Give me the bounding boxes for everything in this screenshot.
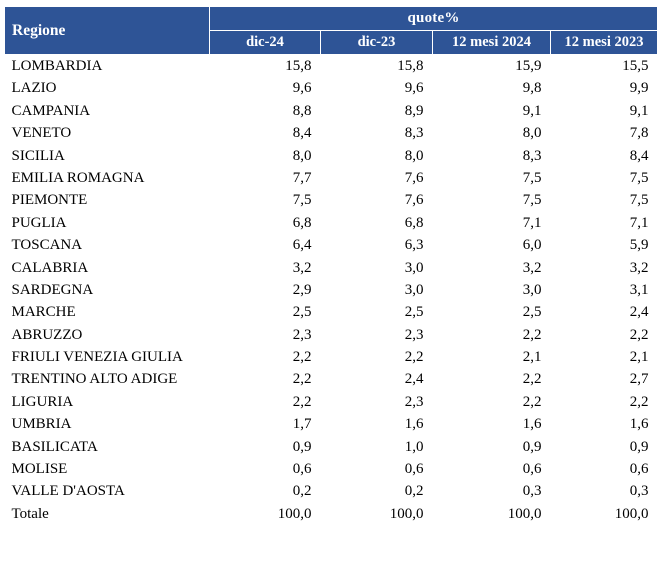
cell-value: 2,2 [629, 393, 649, 410]
cell-value: 15,9 [515, 58, 542, 74]
cell-value: 7,6 [404, 192, 424, 209]
table-head [5, 7, 658, 55]
column-header-region: Regione [5, 7, 210, 55]
cell-value: 3,2 [522, 259, 542, 276]
cell-value: 0,2 [404, 483, 424, 500]
cell-region: PUGLIA [11, 214, 67, 231]
column-header-12-mesi-2023: 12 mesi 2023 [551, 31, 658, 55]
cell-value: 0,6 [292, 461, 312, 478]
cell-value: 8,3 [522, 147, 542, 164]
cell-value: 1,0 [404, 438, 424, 455]
table-row [5, 167, 658, 189]
cell-value: 8,4 [629, 147, 649, 164]
cell-value: 0,9 [292, 438, 312, 455]
table-row [5, 234, 658, 256]
cell-value: 7,1 [629, 214, 649, 231]
cell-value: 2,9 [292, 281, 312, 298]
cell-value: 2,1 [522, 349, 542, 366]
cell-value: 9,6 [404, 80, 424, 97]
table-row [5, 413, 658, 435]
cell-value: 7,1 [522, 214, 542, 231]
cell-region: UMBRIA [11, 416, 72, 433]
cell-value: 2,3 [292, 326, 312, 343]
table-row [5, 122, 658, 144]
table-row [5, 391, 658, 413]
cell-value: 2,5 [292, 304, 312, 321]
cell-value: 7,5 [522, 169, 542, 186]
cell-region: VALLE D'AOSTA [11, 483, 125, 500]
cell-value: 2,4 [404, 371, 424, 388]
cell-region: Totale [11, 505, 49, 522]
cell-region: MOLISE [11, 461, 68, 478]
cell-value: 3,0 [404, 259, 424, 276]
table-row [5, 77, 658, 99]
cell-value: 2,2 [522, 371, 542, 388]
table-row [5, 458, 658, 480]
cell-value: 6,8 [292, 214, 312, 231]
cell-value: 2,4 [629, 304, 649, 321]
cell-region: LIGURIA [11, 393, 74, 410]
cell-region: CALABRIA [11, 259, 89, 276]
cell-value: 15,8 [285, 58, 312, 74]
cell-value: 3,2 [629, 259, 649, 276]
cell-value: 2,3 [404, 393, 424, 410]
cell-value: 2,1 [629, 349, 649, 366]
cell-value: 2,2 [292, 371, 312, 388]
cell-value: 2,2 [292, 393, 312, 410]
cell-value: 6,4 [292, 237, 312, 254]
table-row [5, 480, 658, 502]
cell-value: 1,7 [292, 416, 312, 433]
cell-region: BASILICATA [11, 438, 98, 455]
column-header-12-mesi-2024: 12 mesi 2024 [433, 31, 551, 55]
cell-value: 3,1 [629, 281, 649, 298]
cell-value: 7,6 [404, 169, 424, 186]
cell-value: 2,2 [629, 326, 649, 343]
cell-region: VENETO [11, 125, 72, 142]
table-row [5, 324, 658, 346]
cell-value: 7,5 [292, 192, 312, 209]
cell-value: 7,5 [522, 192, 542, 209]
column-header-dic-23: dic-23 [321, 31, 433, 55]
cell-value: 6,0 [522, 237, 542, 254]
table-body [5, 55, 658, 526]
cell-value: 7,5 [629, 169, 649, 186]
cell-value: 0,9 [522, 438, 542, 455]
table-row [5, 503, 658, 525]
cell-value: 8,0 [404, 147, 424, 164]
table-row [5, 436, 658, 458]
table-row [5, 301, 658, 323]
cell-value: 9,6 [292, 80, 312, 97]
cell-value: 0,6 [522, 461, 542, 478]
cell-value: 15,5 [622, 58, 649, 74]
cell-region: SICILIA [11, 147, 65, 164]
cell-value: 3,0 [522, 281, 542, 298]
cell-value: 6,3 [404, 237, 424, 254]
table-row [5, 257, 658, 279]
cell-region: MARCHE [11, 304, 76, 321]
cell-value: 2,3 [404, 326, 424, 343]
cell-value: 100,0 [277, 505, 312, 522]
cell-value: 100,0 [614, 505, 649, 522]
column-header-group-quote: quote% [210, 7, 658, 31]
table-row [5, 346, 658, 368]
cell-value: 8,3 [404, 125, 424, 142]
table-row [5, 145, 658, 167]
cell-region: TRENTINO ALTO ADIGE [11, 371, 178, 388]
cell-value: 1,6 [522, 416, 542, 433]
cell-value: 0,9 [629, 438, 649, 455]
cell-value: 8,0 [522, 125, 542, 142]
cell-value: 0,3 [629, 483, 649, 500]
cell-value: 1,6 [629, 416, 649, 433]
cell-region: FRIULI VENEZIA GIULIA [11, 349, 183, 366]
cell-region: ABRUZZO [11, 326, 83, 343]
cell-value: 9,9 [629, 80, 649, 97]
cell-region: CAMPANIA [11, 102, 91, 119]
cell-value: 5,9 [629, 237, 649, 254]
cell-value: 2,2 [522, 326, 542, 343]
cell-value: 9,8 [522, 80, 542, 97]
cell-value: 6,8 [404, 214, 424, 231]
cell-value: 2,5 [404, 304, 424, 321]
quote-percent-table [4, 6, 658, 525]
cell-value: 8,9 [404, 102, 424, 119]
cell-value: 2,2 [522, 393, 542, 410]
cell-region: TOSCANA [11, 237, 83, 254]
table-row [5, 279, 658, 301]
cell-value: 9,1 [522, 102, 542, 119]
cell-value: 7,7 [292, 169, 312, 186]
cell-region: LAZIO [11, 80, 57, 97]
cell-value: 8,0 [292, 147, 312, 164]
cell-region: SARDEGNA [11, 281, 94, 298]
cell-region: EMILIA ROMAGNA [11, 169, 145, 186]
cell-value: 2,5 [522, 304, 542, 321]
cell-region: PIEMONTE [11, 192, 88, 209]
cell-value: 0,6 [404, 461, 424, 478]
cell-region: LOMBARDIA [11, 58, 103, 74]
cell-value: 0,3 [522, 483, 542, 500]
cell-value: 0,6 [629, 461, 649, 478]
cell-value: 0,2 [292, 483, 312, 500]
table-row [5, 368, 658, 390]
table-row [5, 55, 658, 78]
cell-value: 2,2 [404, 349, 424, 366]
cell-value: 2,7 [629, 371, 649, 388]
cell-value: 7,5 [629, 192, 649, 209]
cell-value: 2,2 [292, 349, 312, 366]
cell-value: 1,6 [404, 416, 424, 433]
table-row [5, 212, 658, 234]
cell-value: 100,0 [507, 505, 542, 522]
column-header-dic-24: dic-24 [210, 31, 321, 55]
table-row [5, 189, 658, 211]
cell-value: 7,8 [629, 125, 649, 142]
cell-value: 8,8 [292, 102, 312, 119]
cell-value: 9,1 [629, 102, 649, 119]
header-row-group [5, 7, 658, 31]
cell-value: 15,8 [397, 58, 424, 74]
cell-value: 8,4 [292, 125, 312, 142]
cell-value: 3,2 [292, 259, 312, 276]
table-row [5, 100, 658, 122]
cell-value: 3,0 [404, 281, 424, 298]
cell-value: 100,0 [389, 505, 424, 522]
